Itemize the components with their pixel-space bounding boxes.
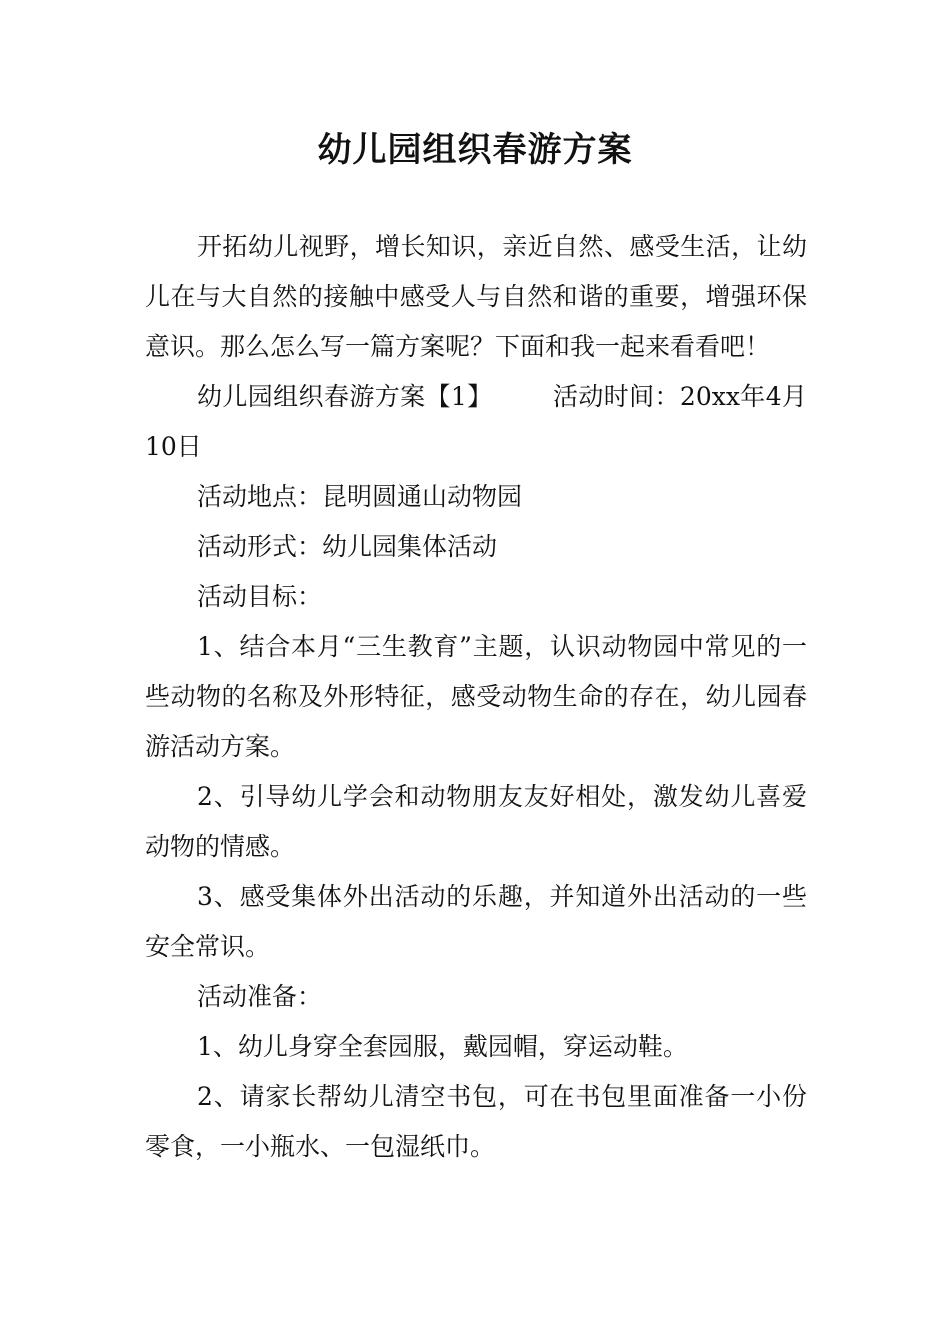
plan-heading: 幼儿园组织春游方案【1】 [197, 382, 493, 411]
preparation-heading: 活动准备： [197, 982, 323, 1011]
goal-item: 3、感受集体外出活动的乐趣，并知道外出活动的一些安全常识。 [145, 882, 807, 961]
activity-location: 活动地点：昆明圆通山动物园 [197, 482, 523, 511]
page-title: 幼儿园组织春游方案 [317, 130, 633, 170]
activity-time: 活动时间：20xx年4月10日 [145, 382, 807, 461]
preparation-item: 2、请家长帮幼儿清空书包，可在书包里面准备一小份零食，一小瓶水、一包湿纸巾。 [145, 1082, 807, 1161]
plan-heading-line [145, 372, 807, 472]
document-body [145, 222, 807, 1172]
intro-paragraph: 开拓幼儿视野，增长知识，亲近自然、感受生活，让幼儿在与大自然的接触中感受人与自然和谐的重要，增强环保意识。那么怎么写一篇方案呢？下面和我一起来看看吧！ [145, 232, 807, 361]
activity-format: 活动形式：幼儿园集体活动 [197, 532, 498, 561]
preparation-item: 1、幼儿身穿全套园服，戴园帽，穿运动鞋。 [197, 1032, 688, 1061]
goals-heading: 活动目标： [197, 582, 323, 611]
goal-item: 2、引导幼儿学会和动物朋友友好相处，激发幼儿喜爱动物的情感。 [145, 782, 807, 861]
goal-item: 1、结合本月“三生教育”主题，认识动物园中常见的一些动物的名称及外形特征，感受动物生命的存在，幼儿园春游活动方案。 [145, 632, 807, 761]
